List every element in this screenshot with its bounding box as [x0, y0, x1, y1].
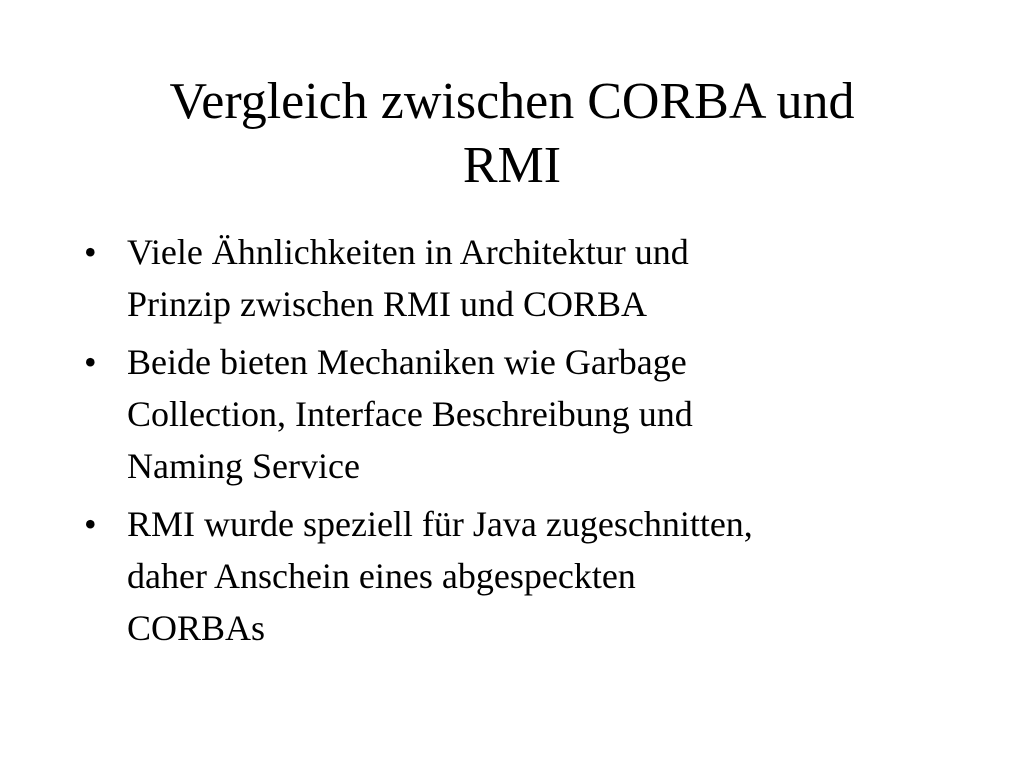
bullet-text-line: Naming Service [127, 446, 360, 486]
bullet-text-line: Prinzip zwischen RMI und CORBA [127, 284, 647, 324]
bullet-marker: • [84, 232, 97, 272]
bullet-text [127, 226, 964, 330]
bullet-text-line: Beide bieten Mechaniken wie Garbage [127, 342, 687, 382]
bullet-text-line: Viele Ähnlichkeiten in Architektur und [127, 232, 689, 272]
bullet-marker: • [84, 504, 97, 544]
bullet-text-line: Collection, Interface Beschreibung und [127, 394, 693, 434]
bullet-text-line: CORBAs [127, 608, 266, 648]
slide-title [0, 70, 1024, 198]
bullet-item [84, 498, 964, 654]
slide-title-line: RMI [462, 137, 562, 194]
bullet-list [84, 226, 964, 660]
bullet-item [84, 336, 964, 492]
bullet-text-line: daher Anschein eines abgespeckten [127, 556, 636, 596]
bullet-text-line: RMI wurde speziell für Java zugeschnitten, [127, 504, 753, 544]
bullet-text [127, 498, 964, 654]
slide-title-line: Vergleich zwischen CORBA und [169, 73, 855, 130]
bullet-text [127, 336, 964, 492]
bullet-marker: • [84, 342, 97, 382]
bullet-item [84, 226, 964, 330]
